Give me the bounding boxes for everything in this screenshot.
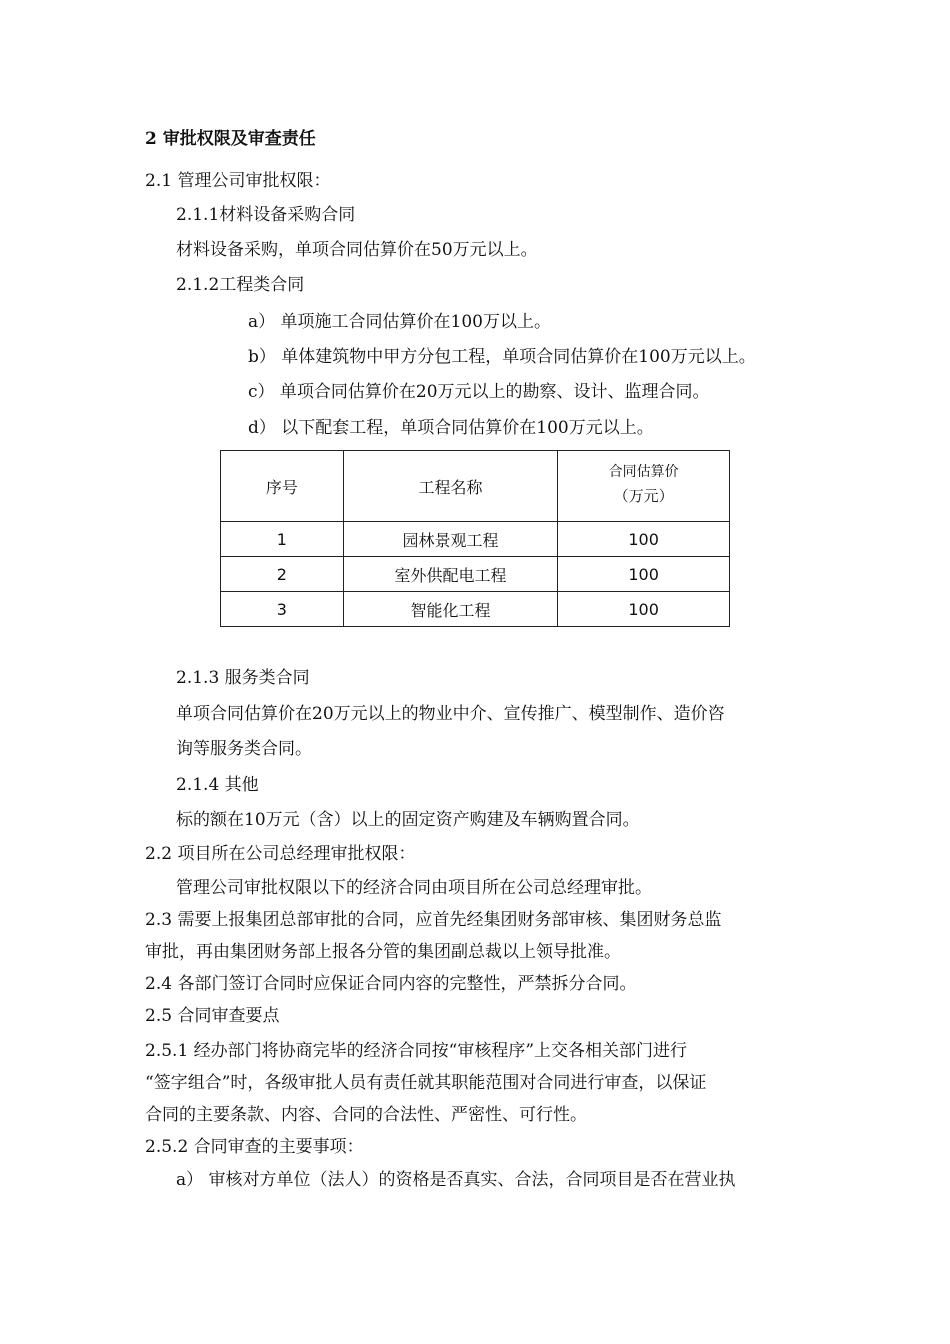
table-row	[221, 522, 730, 557]
header-price-line2: （万元）	[613, 487, 674, 505]
list-item-d: d） 以下配套工程，单项合同估算价在100万元以上。	[248, 418, 654, 438]
table-row	[221, 557, 730, 592]
section-2-4: 2.4 各部门签订合同时应保证合同内容的完整性，严禁拆分合同。	[145, 974, 637, 994]
section-2-1-2-title: 2.1.2工程类合同	[176, 275, 305, 295]
header-price	[558, 451, 730, 522]
cell-no: 3	[221, 592, 344, 627]
section-2-2-text: 管理公司审批权限以下的经济合同由项目所在公司总经理审批。	[176, 878, 652, 898]
section-2-1-3-title: 2.1.3 服务类合同	[176, 668, 310, 688]
section-2-5-title: 2.5 合同审查要点	[145, 1006, 280, 1026]
section-2-3-line1: 2.3 需要上报集团总部审批的合同，应首先经集团财务部审核、集团财务总监	[145, 910, 722, 930]
list-item-a: a） 单项施工合同估算价在100万以上。	[248, 312, 551, 332]
list-item-c: c） 单项合同估算价在20万元以上的勘察、设计、监理合同。	[248, 382, 710, 402]
section-2-1-title: 2.1 管理公司审批权限：	[145, 171, 331, 191]
list-item-b: b） 单体建筑物中甲方分包工程，单项合同估算价在100万元以上。	[248, 347, 756, 367]
cell-no: 2	[221, 557, 344, 592]
section-2-5-2-title: 2.5.2 合同审查的主要事项：	[145, 1137, 364, 1157]
cell-no: 1	[221, 522, 344, 557]
section-2-3-line2: 审批，再由集团财务部上报各分管的集团副总裁以上领导批准。	[145, 942, 621, 962]
header-no: 序号	[221, 451, 344, 522]
section-title: 2 审批权限及审查责任	[145, 129, 316, 149]
section-2-5-2-item-a: a） 审核对方单位（法人）的资格是否真实、合法，合同项目是否在营业执	[176, 1170, 736, 1190]
section-2-1-3-text-line2: 询等服务类合同。	[176, 739, 312, 759]
section-2-5-1-line1: 2.5.1 经办部门将协商完毕的经济合同按“审核程序”上交各相关部门进行	[145, 1041, 688, 1061]
cell-name: 智能化工程	[343, 592, 558, 627]
table-header-row	[221, 451, 730, 522]
cell-name: 室外供配电工程	[343, 557, 558, 592]
cell-price: 100	[558, 522, 730, 557]
cell-price: 100	[558, 592, 730, 627]
header-name: 工程名称	[343, 451, 558, 522]
section-2-1-1-title: 2.1.1材料设备采购合同	[176, 205, 356, 225]
section-2-5-1-line3: 合同的主要条款、内容、合同的合法性、严密性、可行性。	[145, 1105, 587, 1125]
table-row	[221, 592, 730, 627]
section-2-1-1-text: 材料设备采购，单项合同估算价在50万元以上。	[176, 240, 538, 260]
section-2-1-4-title: 2.1.4 其他	[176, 775, 259, 795]
cell-name: 园林景观工程	[343, 522, 558, 557]
header-price-line1: 合同估算价	[608, 464, 679, 480]
section-2-2-title: 2.2 项目所在公司总经理审批权限：	[145, 844, 416, 864]
section-2-1-4-text: 标的额在10万元（含）以上的固定资产购建及车辆购置合同。	[176, 810, 640, 830]
section-2-1-3-text-line1: 单项合同估算价在20万元以上的物业中介、宣传推广、模型制作、造价咨	[176, 704, 725, 724]
section-2-5-1-line2: “签字组合”时，各级审批人员有责任就其职能范围对合同进行审查，以保证	[145, 1073, 707, 1093]
cell-price: 100	[558, 557, 730, 592]
supporting-works-table	[220, 450, 730, 627]
